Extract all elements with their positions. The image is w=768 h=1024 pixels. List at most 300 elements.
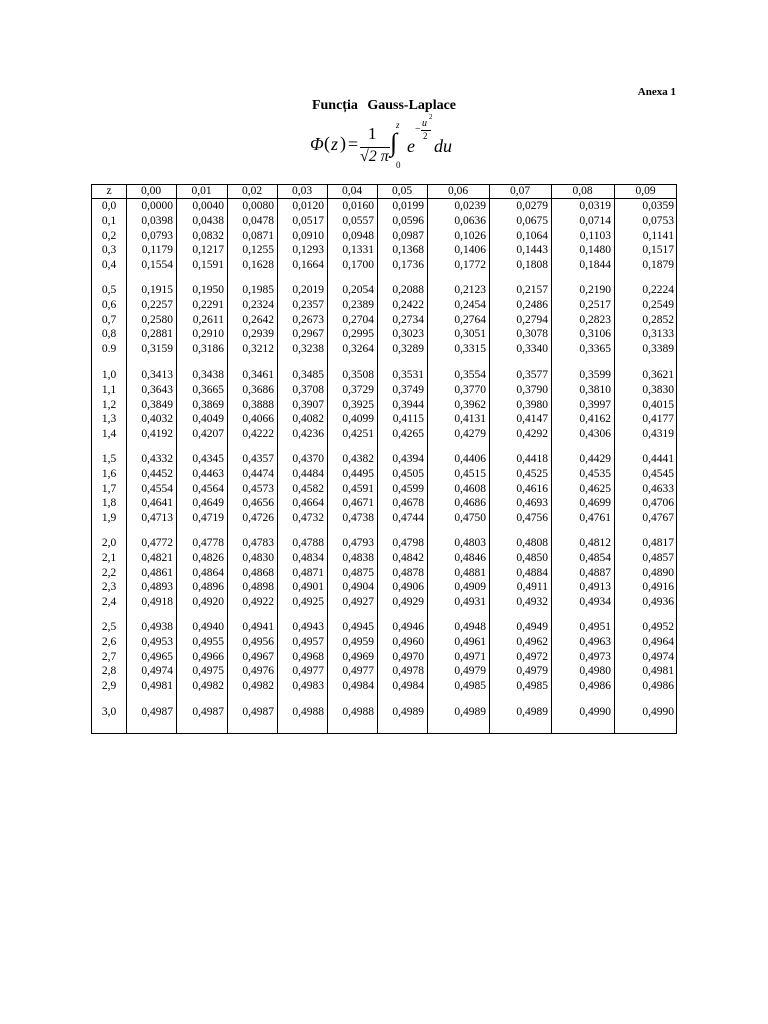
phi-value-cell: 0,2549 <box>642 298 674 311</box>
phi-value-cell: 0,4948 <box>454 621 486 633</box>
phi-value-cell: 0,4941 <box>242 621 274 633</box>
phi-value-cell: 0,1179 <box>141 244 173 257</box>
phi-value-cell: 0,2642 <box>242 313 274 326</box>
phi-value-cell: 0,4979 <box>516 665 548 678</box>
table-row <box>92 705 676 719</box>
phi-value-cell: 0,4989 <box>454 706 486 718</box>
phi-value-cell: 0,4943 <box>292 621 324 633</box>
phi-value-cell: 0,4978 <box>392 665 424 678</box>
formula-upper-limit: z <box>396 120 400 130</box>
z-value-cell: 1,0 <box>101 369 117 381</box>
phi-value-cell: 0,1064 <box>516 229 548 242</box>
phi-value-cell: 0,4986 <box>579 680 611 693</box>
phi-value-cell: 0,4394 <box>392 453 424 465</box>
phi-value-cell: 0,3962 <box>454 398 486 411</box>
phi-value-cell: 0,4963 <box>579 635 611 648</box>
z-value-cell: 3,0 <box>101 706 117 718</box>
phi-value-cell: 0,4988 <box>342 706 374 718</box>
phi-value-cell: 0,4798 <box>392 537 424 549</box>
phi-value-cell: 0,4972 <box>516 650 548 663</box>
phi-value-cell: 0,4971 <box>454 650 486 663</box>
phi-value-cell: 0,4573 <box>242 482 274 495</box>
phi-value-cell: 0,4834 <box>292 551 324 564</box>
phi-value-cell: 0,2995 <box>342 328 374 341</box>
phi-value-cell: 0,1026 <box>454 229 486 242</box>
column-header: 0,03 <box>291 185 313 197</box>
column-header: 0,04 <box>341 185 363 197</box>
phi-value-cell: 0,4953 <box>141 635 173 648</box>
column-header: 0,02 <box>241 185 263 197</box>
phi-value-cell: 0,0793 <box>141 229 173 242</box>
phi-value-cell: 0,4082 <box>292 413 324 426</box>
phi-value-cell: 0,4306 <box>579 428 611 441</box>
phi-value-cell: 0,4788 <box>292 537 324 549</box>
phi-value-cell: 0,2580 <box>141 313 173 326</box>
table-row <box>92 496 676 510</box>
phi-value-cell: 0,2764 <box>454 313 486 326</box>
z-value-cell: 0,0 <box>101 200 117 212</box>
phi-value-cell: 0,4732 <box>292 512 324 525</box>
table-row <box>92 467 676 481</box>
phi-value-cell: 0,4599 <box>392 482 424 495</box>
phi-value-cell: 0,4484 <box>292 467 324 480</box>
phi-value-cell: 0,4332 <box>141 453 173 465</box>
phi-value-cell: 0,3830 <box>642 383 674 396</box>
phi-value-cell: 0,4951 <box>579 621 611 633</box>
phi-value-cell: 0,3665 <box>192 383 224 396</box>
phi-value-cell: 0,4989 <box>392 706 424 718</box>
table-row <box>92 580 676 594</box>
phi-value-cell: 0,4931 <box>454 596 486 609</box>
phi-value-cell: 0,4857 <box>642 551 674 564</box>
phi-value-cell: 0,3438 <box>192 369 224 381</box>
phi-value-cell: 0,4982 <box>192 680 224 693</box>
phi-value-cell: 0,1480 <box>579 244 611 257</box>
phi-value-cell: 0,4778 <box>192 537 224 549</box>
table-row <box>92 650 676 664</box>
phi-value-cell: 0,4545 <box>642 467 674 480</box>
phi-value-cell: 0,0478 <box>242 214 274 227</box>
formula-lparen: ( <box>324 133 330 153</box>
phi-value-cell: 0,3315 <box>454 343 486 356</box>
phi-value-cell: 0,3708 <box>292 383 324 396</box>
phi-value-cell: 0,4945 <box>342 621 374 633</box>
phi-value-cell: 0,4957 <box>292 635 324 648</box>
table-row <box>92 482 676 496</box>
phi-value-cell: 0,1406 <box>454 244 486 257</box>
phi-value-cell: 0,4982 <box>242 680 274 693</box>
gauss-laplace-table <box>91 184 677 734</box>
phi-value-cell: 0,4678 <box>392 497 424 510</box>
phi-value-cell: 0,4918 <box>141 596 173 609</box>
phi-value-cell: 0,1554 <box>141 259 173 272</box>
z-value-cell: 2,0 <box>101 537 117 549</box>
formula-exponent-sign: − <box>415 124 421 135</box>
table-row <box>92 199 676 213</box>
table-row <box>92 452 676 466</box>
phi-value-cell: 0,1879 <box>642 259 674 272</box>
phi-value-cell: 0,0753 <box>642 214 674 227</box>
z-value-cell: 0,5 <box>101 284 117 296</box>
phi-value-cell: 0,3643 <box>141 383 173 396</box>
phi-value-cell: 0,3461 <box>242 369 274 381</box>
table-header-row <box>92 184 676 198</box>
phi-value-cell: 0,2324 <box>242 298 274 311</box>
table-row <box>92 635 676 649</box>
phi-value-cell: 0,4920 <box>192 596 224 609</box>
table-row <box>92 214 676 228</box>
phi-value-cell: 0,4932 <box>516 596 548 609</box>
phi-value-cell: 0,4990 <box>642 706 674 718</box>
table-row <box>92 427 676 441</box>
phi-value-cell: 0,4525 <box>516 467 548 480</box>
phi-value-cell: 0,2257 <box>141 298 173 311</box>
formula-lower-limit: 0 <box>396 160 401 170</box>
phi-value-cell: 0,4429 <box>579 453 611 465</box>
phi-value-cell: 0,0319 <box>579 200 611 212</box>
phi-value-cell: 0,4966 <box>192 650 224 663</box>
phi-value-cell: 0,1950 <box>192 284 224 296</box>
formula-exponent-power: 2 <box>429 113 433 121</box>
phi-value-cell: 0,4913 <box>579 581 611 594</box>
table-row <box>92 620 676 634</box>
phi-value-cell: 0,2734 <box>392 313 424 326</box>
phi-value-cell: 0,4452 <box>141 467 173 480</box>
phi-value-cell: 0,4826 <box>192 551 224 564</box>
phi-value-cell: 0,4370 <box>292 453 324 465</box>
phi-value-cell: 0,4357 <box>242 453 274 465</box>
column-header: 0,08 <box>572 185 593 197</box>
phi-value-cell: 0,4236 <box>292 428 324 441</box>
phi-value-cell: 0,4015 <box>642 398 674 411</box>
phi-value-cell: 0,4633 <box>642 482 674 495</box>
phi-value-cell: 0,3264 <box>342 343 374 356</box>
phi-value-cell: 0,4985 <box>454 680 486 693</box>
phi-value-cell: 0,4693 <box>516 497 548 510</box>
column-header: 0,01 <box>191 185 212 197</box>
phi-value-cell: 0,3790 <box>516 383 548 396</box>
phi-value-cell: 0,4927 <box>342 596 374 609</box>
formula-equals: = <box>348 134 359 154</box>
phi-value-cell: 0,4987 <box>242 706 274 718</box>
phi-value-cell: 0,4871 <box>292 566 324 579</box>
phi-value-cell: 0,1664 <box>292 259 324 272</box>
phi-value-cell: 0,4803 <box>454 537 486 549</box>
phi-value-cell: 0,2054 <box>342 284 374 296</box>
phi-value-cell: 0,0948 <box>342 229 374 242</box>
z-value-cell: 0,6 <box>101 298 117 311</box>
phi-value-cell: 0,4564 <box>192 482 224 495</box>
table-row <box>92 283 676 297</box>
z-value-cell: 1,2 <box>101 398 117 411</box>
column-header: 0,00 <box>140 185 162 197</box>
phi-value-cell: 0,4265 <box>392 428 424 441</box>
phi-value-cell: 0,4591 <box>342 482 374 495</box>
phi-value-cell: 0,3340 <box>516 343 548 356</box>
phi-value-cell: 0,3485 <box>292 369 324 381</box>
phi-value-cell: 0,4984 <box>392 680 424 693</box>
phi-value-cell: 0,0359 <box>642 200 674 212</box>
phi-value-cell: 0,1103 <box>579 229 611 242</box>
phi-value-cell: 0,0239 <box>454 200 486 212</box>
z-value-cell: 1,1 <box>101 383 117 396</box>
phi-value-cell: 0,4222 <box>242 428 274 441</box>
table-row <box>92 243 676 257</box>
phi-value-cell: 0,3554 <box>454 369 486 381</box>
z-value-cell: 0.9 <box>101 343 117 356</box>
z-value-cell: 2,7 <box>101 650 117 663</box>
phi-value-cell: 0,4901 <box>292 581 324 594</box>
phi-value-cell: 0,3686 <box>242 383 274 396</box>
phi-value-cell: 0,0000 <box>141 200 173 212</box>
phi-value-cell: 0,4961 <box>454 635 486 648</box>
phi-value-cell: 0,2019 <box>292 284 324 296</box>
formula-phi: Φ <box>310 134 324 154</box>
phi-value-cell: 0,3289 <box>392 343 424 356</box>
column-header: 0,07 <box>509 185 531 197</box>
phi-value-cell: 0,3413 <box>141 369 173 381</box>
phi-value-cell: 0,2673 <box>292 313 324 326</box>
phi-value-cell: 0,4147 <box>516 413 548 426</box>
column-header: 0,06 <box>447 185 469 197</box>
phi-value-cell: 0,4719 <box>192 512 224 525</box>
phi-value-cell: 0,4854 <box>579 551 611 564</box>
gauss-laplace-formula <box>310 113 470 174</box>
z-value-cell: 2,8 <box>101 665 117 678</box>
phi-value-cell: 0,4515 <box>454 467 486 480</box>
z-value-cell: 2,9 <box>101 680 117 693</box>
phi-value-cell: 0,3810 <box>579 383 611 396</box>
column-header: 0,09 <box>635 185 656 197</box>
phi-value-cell: 0,0398 <box>141 214 173 227</box>
phi-value-cell: 0,1443 <box>516 244 548 257</box>
phi-value-cell: 0,4973 <box>579 650 611 663</box>
table-row <box>92 342 676 356</box>
phi-value-cell: 0,0120 <box>292 200 324 212</box>
phi-value-cell: 0,2157 <box>516 284 548 296</box>
phi-value-cell: 0,0517 <box>292 214 324 227</box>
phi-value-cell: 0,3389 <box>642 343 674 356</box>
phi-value-cell: 0,4066 <box>242 413 274 426</box>
table-row <box>92 313 676 327</box>
table-row <box>92 664 676 678</box>
phi-value-cell: 0,4896 <box>192 581 224 594</box>
phi-value-cell: 0,3023 <box>392 328 424 341</box>
phi-value-cell: 0,4842 <box>392 551 424 564</box>
formula-exponent-numerator: u <box>422 118 427 129</box>
phi-value-cell: 0,4608 <box>454 482 486 495</box>
table-row <box>92 595 676 609</box>
phi-value-cell: 0,0557 <box>342 214 374 227</box>
phi-value-cell: 0,4964 <box>642 635 674 648</box>
phi-value-cell: 0,0160 <box>342 200 374 212</box>
phi-value-cell: 0,4976 <box>242 665 274 678</box>
phi-value-cell: 0,4916 <box>642 581 674 594</box>
phi-value-cell: 0,4962 <box>516 635 548 648</box>
phi-value-cell: 0,4767 <box>642 512 674 525</box>
phi-value-cell: 0,1255 <box>242 244 274 257</box>
z-value-cell: 2,1 <box>101 551 117 564</box>
phi-value-cell: 0,2967 <box>292 328 324 341</box>
phi-value-cell: 0,4981 <box>642 665 674 678</box>
table-row <box>92 368 676 382</box>
phi-value-cell: 0,3212 <box>242 343 274 356</box>
z-value-cell: 0,4 <box>101 259 117 272</box>
phi-value-cell: 0,4474 <box>242 467 274 480</box>
phi-value-cell: 0,4864 <box>192 566 224 579</box>
phi-value-cell: 0,2794 <box>516 313 548 326</box>
phi-value-cell: 0,4554 <box>141 482 173 495</box>
phi-value-cell: 0,4738 <box>342 512 374 525</box>
phi-value-cell: 0,4641 <box>141 497 173 510</box>
phi-value-cell: 0,4207 <box>192 428 224 441</box>
phi-value-cell: 0,3907 <box>292 398 324 411</box>
phi-value-cell: 0,4987 <box>192 706 224 718</box>
column-header: z <box>106 185 112 197</box>
phi-value-cell: 0,3849 <box>141 398 173 411</box>
phi-value-cell: 0,2357 <box>292 298 324 311</box>
phi-value-cell: 0,4974 <box>642 650 674 663</box>
phi-value-cell: 0,4893 <box>141 581 173 594</box>
phi-value-cell: 0,4821 <box>141 551 173 564</box>
table-row <box>92 566 676 580</box>
phi-value-cell: 0,4582 <box>292 482 324 495</box>
phi-value-cell: 0,3980 <box>516 398 548 411</box>
table-row <box>92 412 676 426</box>
phi-value-cell: 0,1985 <box>242 284 274 296</box>
phi-value-cell: 0,0987 <box>392 229 424 242</box>
z-value-cell: 1,5 <box>101 453 117 465</box>
phi-value-cell: 0,4938 <box>141 621 173 633</box>
phi-value-cell: 0,4838 <box>342 551 374 564</box>
phi-value-cell: 0,4706 <box>642 497 674 510</box>
z-value-cell: 2,5 <box>101 621 117 633</box>
phi-value-cell: 0,2123 <box>454 284 486 296</box>
phi-value-cell: 0,4345 <box>192 453 224 465</box>
phi-value-cell: 0,4986 <box>642 680 674 693</box>
phi-value-cell: 0,4980 <box>579 665 611 678</box>
phi-value-cell: 0,1293 <box>292 244 324 257</box>
formula-integral: ∫ <box>390 128 398 157</box>
z-value-cell: 1,6 <box>101 467 117 480</box>
column-header: 0,05 <box>391 185 413 197</box>
phi-value-cell: 0,2486 <box>516 298 548 311</box>
phi-value-cell: 0,4960 <box>392 635 424 648</box>
phi-value-cell: 0,3508 <box>342 369 374 381</box>
phi-value-cell: 0,4744 <box>392 512 424 525</box>
phi-value-cell: 0,1628 <box>242 259 274 272</box>
phi-value-cell: 0,2224 <box>642 284 674 296</box>
phi-value-cell: 0,3749 <box>392 383 424 396</box>
phi-value-cell: 0,4878 <box>392 566 424 579</box>
phi-value-cell: 0,4817 <box>642 537 674 549</box>
phi-value-cell: 0,4875 <box>342 566 374 579</box>
phi-value-cell: 0,4850 <box>516 551 548 564</box>
phi-value-cell: 0,1844 <box>579 259 611 272</box>
phi-value-cell: 0,4925 <box>292 596 324 609</box>
formula-numerator: 1 <box>368 124 377 143</box>
phi-value-cell: 0,4664 <box>292 497 324 510</box>
phi-value-cell: 0,4726 <box>242 512 274 525</box>
phi-value-cell: 0,4756 <box>516 512 548 525</box>
z-value-cell: 1,9 <box>101 512 117 525</box>
table-row <box>92 398 676 412</box>
phi-value-cell: 0,4975 <box>192 665 224 678</box>
phi-value-cell: 0,4898 <box>242 581 274 594</box>
phi-value-cell: 0,1331 <box>342 244 374 257</box>
phi-value-cell: 0,0871 <box>242 229 274 242</box>
table-row <box>92 383 676 397</box>
phi-value-cell: 0,3599 <box>579 369 611 381</box>
phi-value-cell: 0,4625 <box>579 482 611 495</box>
phi-value-cell: 0,0675 <box>516 214 548 227</box>
phi-value-cell: 0,4032 <box>141 413 173 426</box>
phi-value-cell: 0,4772 <box>141 537 173 549</box>
phi-value-cell: 0,4989 <box>516 706 548 718</box>
phi-value-cell: 0,3106 <box>579 328 611 341</box>
z-value-cell: 2,3 <box>101 581 117 594</box>
phi-value-cell: 0,4959 <box>342 635 374 648</box>
phi-value-cell: 0,4846 <box>454 551 486 564</box>
phi-value-cell: 0,4505 <box>392 467 424 480</box>
phi-value-cell: 0,2389 <box>342 298 374 311</box>
phi-value-cell: 0,4922 <box>242 596 274 609</box>
phi-value-cell: 0,4808 <box>516 537 548 549</box>
page-title: Funcția Gauss-Laplace <box>311 98 457 113</box>
phi-value-cell: 0,2611 <box>192 313 224 326</box>
phi-value-cell: 0,4495 <box>342 467 374 480</box>
phi-value-cell: 0,3925 <box>342 398 374 411</box>
table-row <box>92 327 676 341</box>
phi-value-cell: 0,4251 <box>342 428 374 441</box>
phi-value-cell: 0,4616 <box>516 482 548 495</box>
phi-value-cell: 0,0596 <box>392 214 424 227</box>
phi-value-cell: 0,3238 <box>292 343 324 356</box>
phi-value-cell: 0,4292 <box>516 428 548 441</box>
phi-value-cell: 0,4884 <box>516 566 548 579</box>
phi-value-cell: 0,4861 <box>141 566 173 579</box>
phi-value-cell: 0,2939 <box>242 328 274 341</box>
formula-exponent-denominator: 2 <box>423 131 428 141</box>
phi-value-cell: 0,4441 <box>642 453 674 465</box>
phi-value-cell: 0,4904 <box>342 581 374 594</box>
phi-value-cell: 0,0832 <box>192 229 224 242</box>
phi-value-cell: 0,2454 <box>454 298 486 311</box>
phi-value-cell: 0,4970 <box>392 650 424 663</box>
phi-value-cell: 0,4940 <box>192 621 224 633</box>
phi-value-cell: 0,3078 <box>516 328 548 341</box>
z-value-cell: 0,8 <box>101 328 117 341</box>
phi-value-cell: 0,4699 <box>579 497 611 510</box>
table-row <box>92 258 676 272</box>
phi-value-cell: 0,3365 <box>579 343 611 356</box>
phi-value-cell: 0,4955 <box>192 635 224 648</box>
phi-value-cell: 0,4887 <box>579 566 611 579</box>
phi-value-cell: 0,2517 <box>579 298 611 311</box>
phi-value-cell: 0,4946 <box>392 621 424 633</box>
phi-value-cell: 0,4911 <box>516 581 548 594</box>
phi-value-cell: 0,4812 <box>579 537 611 549</box>
phi-value-cell: 0,4382 <box>342 453 374 465</box>
phi-value-cell: 0,4793 <box>342 537 374 549</box>
phi-value-cell: 0,4131 <box>454 413 486 426</box>
phi-value-cell: 0,1808 <box>516 259 548 272</box>
formula-denominator: √2 π <box>360 148 389 165</box>
phi-value-cell: 0,4929 <box>392 596 424 609</box>
phi-value-cell: 0,4906 <box>392 581 424 594</box>
phi-value-cell: 0,4406 <box>454 453 486 465</box>
z-value-cell: 2,6 <box>101 635 117 648</box>
